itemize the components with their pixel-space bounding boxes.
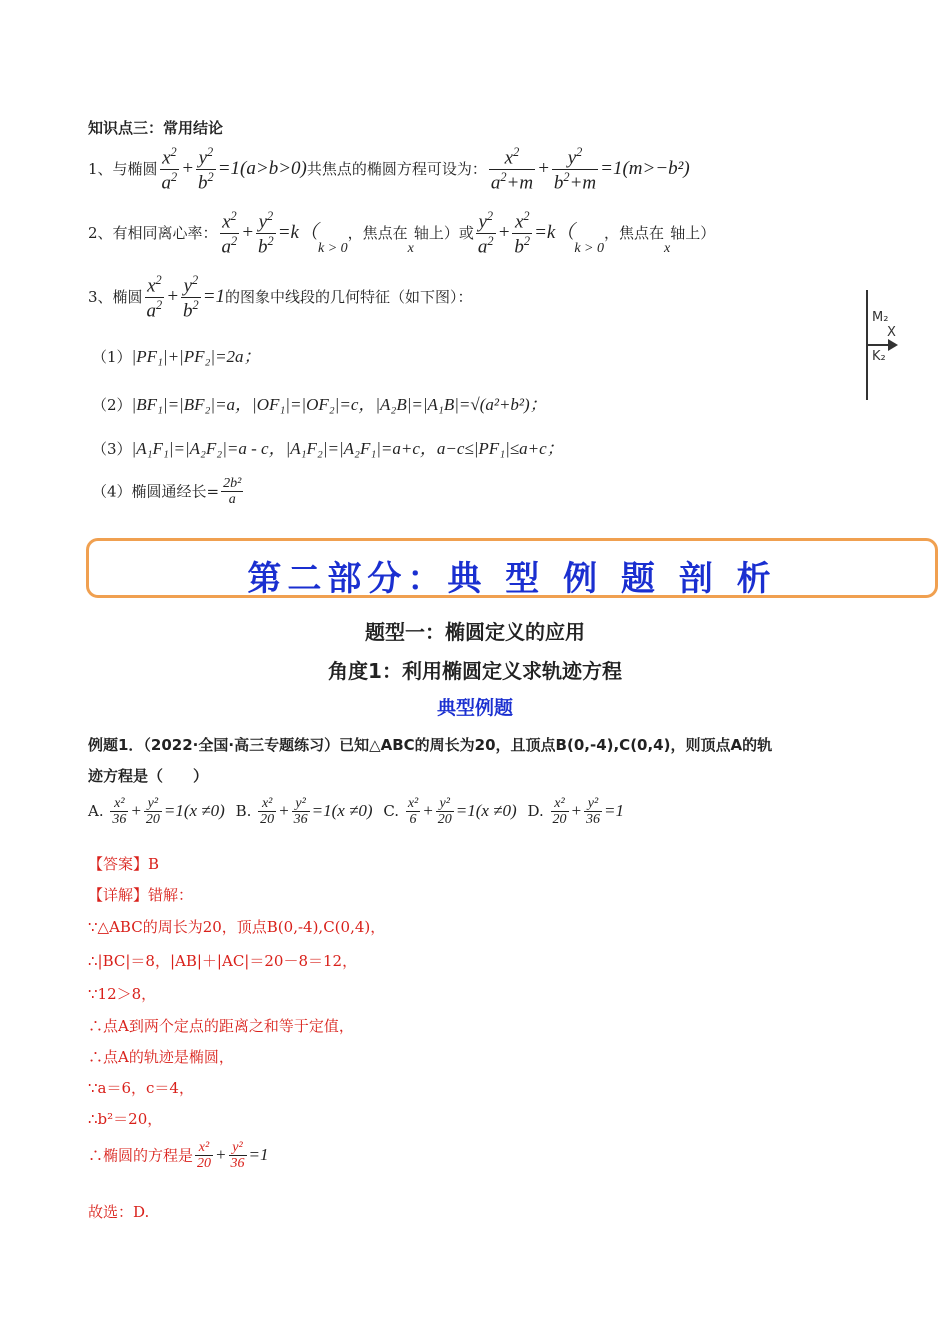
fraction: $\frac{x^2}{b^2}$: [514, 209, 531, 258]
sub-item-3: [92, 434, 564, 459]
condition: (a>b>0): [240, 158, 307, 180]
condition: k > 0: [317, 241, 348, 257]
fraction: $\frac{y^2}{a^2}$: [477, 209, 494, 258]
sub-label: （3）: [92, 440, 132, 458]
equals-k: =k（: [277, 222, 318, 244]
example-heading: 典型例题: [436, 697, 513, 719]
solution-step: ∵12＞8，: [88, 985, 157, 1003]
fraction: $\frac{y^2}{b^2}$: [258, 209, 274, 258]
option-tail: =1(x ≠0): [311, 801, 373, 821]
focus-text: ，焦点在: [604, 224, 665, 243]
arrow-right-icon: [888, 339, 898, 351]
fraction: $\frac{x^2}{a^2+m}$: [490, 145, 534, 194]
equation-tail: =1: [248, 1145, 269, 1165]
axis-symbol: x: [407, 241, 414, 257]
item-3-suffix: 的图象中线段的几何特征（如下图）：: [225, 288, 473, 307]
option-b[interactable]: B. $\frac{\text{x²}}{20}$ + $\frac{\text{y²}}{36}$ =1(x ≠0): [235, 796, 373, 828]
sub-item-1: [92, 342, 261, 367]
solution-step: ∴b²＝20，: [88, 1110, 163, 1128]
options-row: [88, 796, 624, 828]
option-tail: =1(x ≠0): [163, 801, 225, 821]
option-label: B.: [235, 802, 252, 821]
banner-title: 第二部分：典 型 例 题 剖 析: [247, 559, 777, 599]
fraction: $\frac{y^2}{b^2}$: [198, 145, 214, 194]
axis-symbol: x: [664, 241, 671, 257]
axis-text: 轴上）: [670, 224, 716, 243]
sub-expression: |A₁F₁|=|A₂F₂|=a - c，|A₁F₂|=|A₂F₁|=a+c，a−c≤|PF₁|≤a+c；: [131, 439, 564, 458]
option-label: C.: [383, 802, 400, 821]
option-a[interactable]: A. $\frac{\text{x²}}{36}$ + $\frac{\text{y²}}{20}$ =1(x ≠0): [88, 796, 225, 828]
option-label: A.: [88, 802, 104, 821]
solution-step: ∴|BC|＝8，|AB|＋|AC|＝20－8＝12，: [88, 952, 358, 970]
item-1-prefix: 1、与椭圆: [88, 160, 158, 179]
option-tail: =1: [603, 801, 624, 821]
item-1: 1、与椭圆 $\frac{x^2}{a^2}$ + $\frac{y^2}{b^2}$ =1(a>b>0)共焦点的椭圆方程可设为： $\frac{x^2}{a^2+m}$ + $\frac{y^2}{b^2+m}$ =1(m>−b²): [88, 145, 690, 194]
fraction: $\frac{x^2}{a^2}$: [221, 209, 238, 258]
item-2-prefix: 2、有相同离心率：: [88, 224, 218, 243]
axis-text: 轴上）或: [413, 224, 474, 243]
detail-line: 【详解】错解：: [88, 886, 194, 904]
solution-step: ∵△ABC的周长为20，顶点B(0,-4),C(0,4)，: [88, 918, 386, 936]
fraction: $\frac{y^2}{b^2}$: [183, 273, 199, 322]
figure-label-bottom: K₂: [872, 349, 886, 364]
angle-heading: 角度1：利用椭圆定义求轨迹方程: [328, 659, 622, 683]
figure-label-top: M₂: [872, 310, 889, 325]
item-2: 2、有相同离心率： $\frac{x^2}{a^2}$ + $\frac{y^2}{b^2}$ =k（k > 0，焦点在x轴上）或 $\frac{y^2}{a^2}$ + $\frac{x^2}{b^2}$ =k（k > 0，焦点在x轴上）: [88, 209, 716, 258]
sub-label: （4）椭圆通经长=: [92, 482, 220, 501]
fraction: $\frac{\text{2b²}}{a}$: [223, 476, 242, 508]
option-c[interactable]: C. $\frac{\text{x²}}{6}$ + $\frac{\text{y²}}{20}$ =1(x ≠0): [383, 796, 517, 828]
fraction: $\frac{x^2}{a^2}$: [161, 145, 178, 194]
section-banner: [86, 538, 938, 598]
solution-step: ∵a＝6，c＝4，: [88, 1079, 194, 1097]
option-tail: =1(x ≠0): [455, 801, 517, 821]
focus-text: ，焦点在: [347, 224, 408, 243]
equals-k: =k（: [534, 222, 575, 244]
fraction: $\frac{y^2}{b^2+m}$: [553, 145, 597, 194]
solution-equation: ∴椭圆的方程是 $\frac{\text{x²}}{20}$ + $\frac{\text{y²}}{36}$ =1: [88, 1140, 269, 1172]
solution-step: ∴点A的轨迹是椭圆，: [88, 1048, 234, 1066]
item-1-mid: 共焦点的椭圆方程可设为：: [306, 160, 487, 179]
sub-expression: |BF₁|=|BF₂|=a，|OF₁|=|OF₂|=c，|A₂B|=|A₁B|=√(a²+b²)；: [131, 395, 547, 414]
equation-prefix: ∴椭圆的方程是: [88, 1146, 194, 1165]
section-title: 知识点三：常用结论: [88, 119, 224, 137]
figure-label-axis: X: [887, 325, 896, 340]
option-d[interactable]: D. $\frac{\text{x²}}{20}$ + $\frac{\text{y²}}{36}$ =1: [527, 796, 624, 828]
sub-item-4: [92, 476, 245, 508]
answer-line: 【答案】B: [88, 855, 160, 873]
type-heading: 题型一：椭圆定义的应用: [365, 620, 585, 644]
item-3: 3、椭圆 $\frac{x^2}{a^2}$ + $\frac{y^2}{b^2}$ =1的图象中线段的几何特征（如下图）：: [88, 273, 473, 322]
example-question-line2: 迹方程是（ ）: [88, 767, 209, 785]
sub-item-2: [92, 390, 547, 415]
example-question-line1: 例题1．（2022·全国·高三专题练习）已知△ABC的周长为20，且顶点B(0,-4),C(0,4)，则顶点A的轨: [88, 736, 773, 754]
sub-expression: |PF₁|+|PF₂|=2a；: [131, 347, 261, 366]
sub-label: （1）: [92, 348, 132, 366]
fraction: $\frac{x^2}{a^2}$: [146, 273, 163, 322]
item-3-prefix: 3、椭圆: [88, 288, 143, 307]
sub-label: （2）: [92, 396, 132, 414]
solution-step: ∴点A到两个定点的距离之和等于定值，: [88, 1017, 354, 1035]
final-choice: 故选：D.: [88, 1203, 150, 1221]
condition: k > 0: [574, 241, 605, 257]
condition: (m>−b²): [622, 158, 690, 180]
option-label: D.: [527, 802, 544, 821]
